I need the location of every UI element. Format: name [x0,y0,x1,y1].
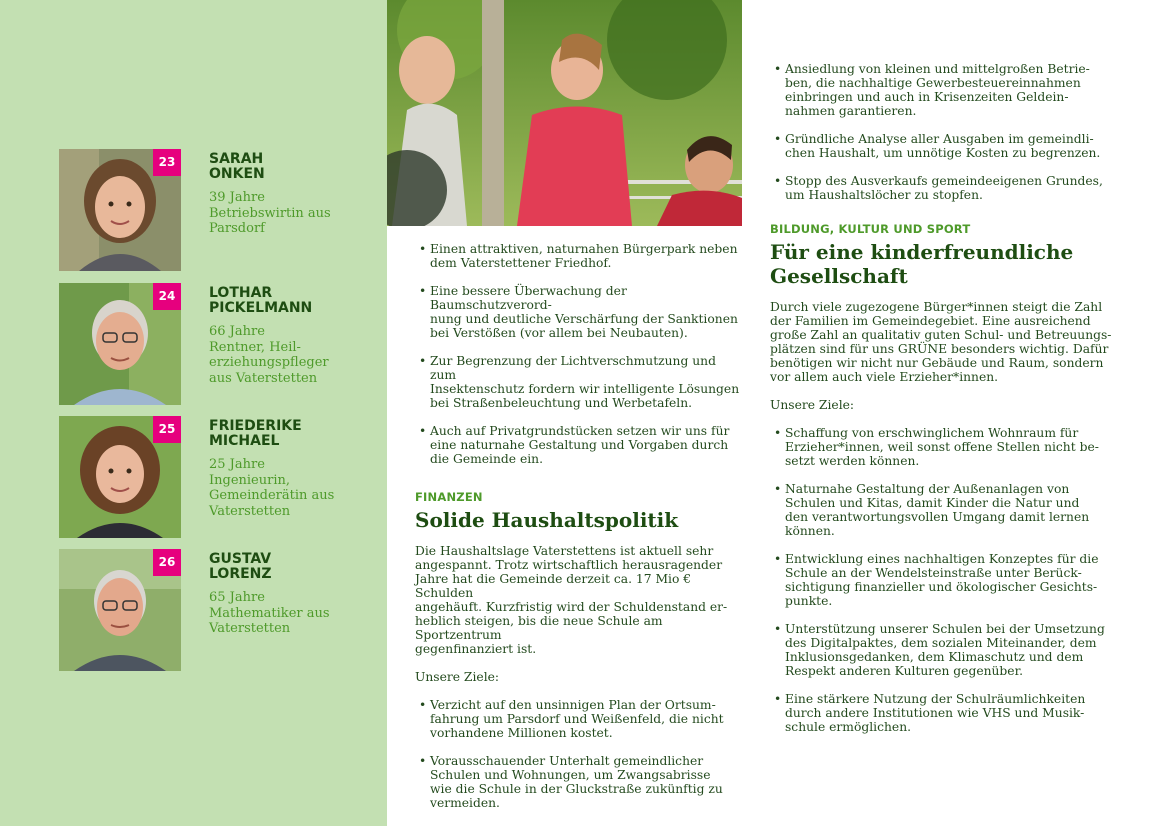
list-item: • Entwicklung eines nachhaltigen Konzeptes für die Schule an der Wendelsteinstraße unter Berück- sichtigung finanzieller und ökologischer Gesichts- punkte. [774,552,1099,608]
list-number-badge: 25 [153,416,181,443]
candidate-details: 65 Jahre Mathematiker aus Vaterstetten [209,590,330,636]
right-column [770,62,1115,748]
list-item: • Stopp des Ausverkaufs gemeindeeigenen Grundes, um Haushaltslöcher zu stopfen. [774,174,1103,202]
middle-column [415,242,745,824]
candidate-photo [59,283,181,405]
candidate-card [59,149,379,271]
section-title: Solide Haushaltspolitik [415,508,679,532]
list-item: • Naturnahe Gestaltung der Außenanlagen von Schulen und Kitas, damit Kinder die Natur und den verantwortungsvollen Umgang damit lernen können. [774,482,1090,538]
finance-goals-continued-list [770,62,1115,202]
candidate-photo [59,416,181,538]
list-item: • Verzicht auf den unsinnigen Plan der Ortsum- fahrung um Parsdorf und Weißenfeld, die nicht vorhandene Millionen kostet. [419,698,724,740]
list-item: • Eine bessere Überwachung der Baumschutzverord- nung und deutliche Verschärfung der Sanktionen bei Verstößen (vor allem bei Neubauten). [419,284,738,340]
candidate-details: 39 Jahre Betriebswirtin aus Parsdorf [209,190,331,236]
list-item: • Zur Begrenzung der Lichtverschmutzung und zum Insektenschutz fordern wir intelligente Lösungen bei Straßenbeleuchtung und Werbetafeln. [419,354,740,410]
candidate-panel [0,0,387,826]
goals-heading: Unsere Ziele: [770,398,855,412]
list-item: • Schaffung von erschwinglichem Wohnraum für Erzieher*innen, weil sonst offene Stellen nicht be- setzt werden können. [774,426,1099,468]
list-item: • Auch auf Privatgrundstücken setzen wir uns für eine naturnahe Gestaltung und Vorgaben durch die Gemeinde ein. [419,424,730,466]
youth-group-image [387,0,742,226]
list-item: • Einen attraktiven, naturnahen Bürgerpark neben dem Vaterstettener Friedhof. [419,242,738,270]
section-paragraph: Durch viele zugezogene Bürger*innen steigt die Zahl der Familien im Gemeindegebiet. Eine ausreichend große Zahl an qualitativ guten Schul- und Betreuungs- plätzen sind für uns GRÜNE besonders wichtig. Dafür benötigen wir nicht nur Gebäude und Raum, sondern vor allem auch viele Erzieher*innen. [770,300,1112,384]
list-number-badge: 24 [153,283,181,310]
goals-heading: Unsere Ziele: [415,670,500,684]
candidate-details: 25 Jahre Ingenieurin, Gemeinderätin aus Vaterstetten [209,457,335,519]
section-paragraph: Die Haushaltslage Vaterstettens ist aktuell sehr angespannt. Trotz wirtschaftlich herausragender Jahre hat die Gemeinde derzeit ca. 17 Mio € Schulden angehäuft. Kurzfristig wird der Schuldenstand er- heblich steigen, bis die neue Schule am Sportzentrum gegenfinanziert ist. [415,544,728,656]
section-title: Für eine kinderfreundliche Gesellschaft [770,240,1074,288]
candidate-name: LOTHAR PICKELMANN [209,285,313,316]
section-label: BILDUNG, KULTUR UND SPORT [770,222,971,236]
list-item: • Unterstützung unserer Schulen bei der Umsetzung des Digitalpaktes, dem sozialen Miteinander, dem Inklusionsgedanken, dem Klimaschutz und dem Respekt anderen Kulturen gegenüber. [774,622,1105,678]
section-label: FINANZEN [415,490,483,504]
candidate-photo [59,549,181,671]
candidate-card [59,416,379,538]
candidate-card [59,283,379,405]
list-item: • Ansiedlung von kleinen und mittelgroßen Betrie- ben, die nachhaltige Gewerbesteuereinnahmen einbringen und auch in Krisenzeiten Geldein- nahmen garantieren. [774,62,1090,118]
list-item: • Gründliche Analyse aller Ausgaben im gemeindli- chen Haushalt, um unnötige Kosten zu begrenzen. [774,132,1101,160]
list-item: • Eine stärkere Nutzung der Schulräumlichkeiten durch andere Institutionen wie VHS und Musik- schule ermöglichen. [774,692,1086,734]
candidate-name: FRIEDERIKE MICHAEL [209,418,302,449]
candidate-photo [59,149,181,271]
candidate-name: GUSTAV LORENZ [209,551,272,582]
list-number-badge: 26 [153,549,181,576]
finance-goals-list [415,698,745,810]
candidate-details: 66 Jahre Rentner, Heil- erziehungspfleger aus Vaterstetten [209,324,329,386]
hero-photo [387,0,742,226]
environment-goals-list [415,242,745,466]
list-item: • Vorausschauender Unterhalt gemeindlicher Schulen und Wohnungen, um Zwangsabrisse wie die Schule in der Gluckstraße zukünftig zu vermeiden. [419,754,723,810]
candidate-card [59,549,379,671]
list-number-badge: 23 [153,149,181,176]
education-goals-list [770,426,1115,734]
candidate-name: SARAH ONKEN [209,151,265,182]
